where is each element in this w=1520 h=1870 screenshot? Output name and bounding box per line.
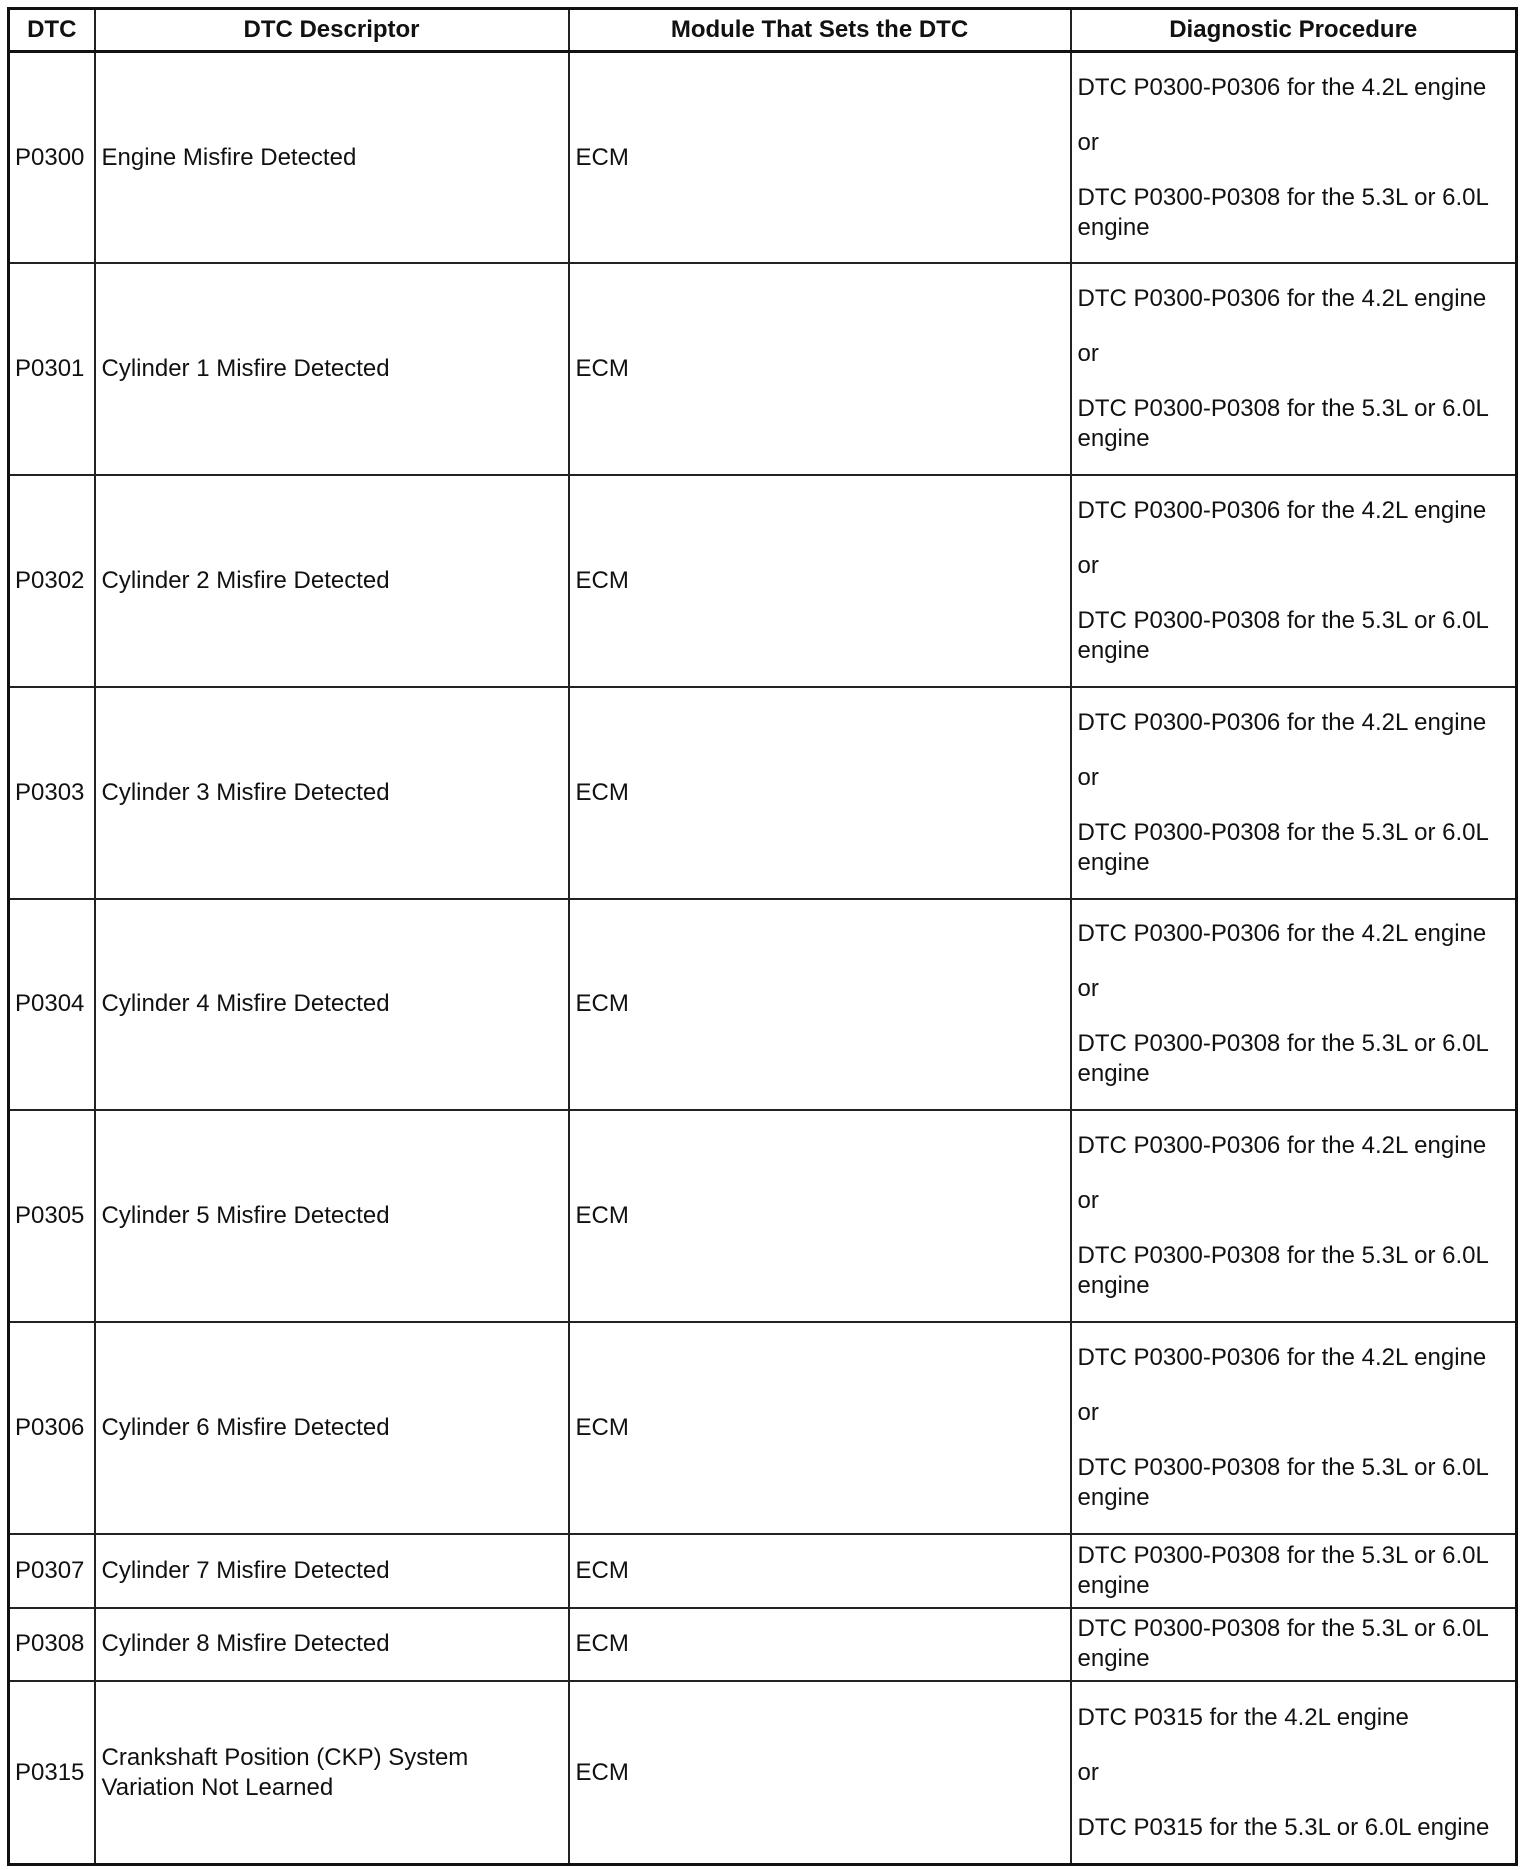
dtc-code-cell: P0307 xyxy=(9,1534,95,1608)
dtc-code-cell: P0308 xyxy=(9,1608,95,1682)
diagnostic-procedure-cell xyxy=(1071,1322,1517,1534)
procedure-link-text: DTC P0300-P0308 for the 5.3L or 6.0L engine xyxy=(1077,395,1488,453)
procedure-link-text: DTC P0300-P0308 for the 5.3L or 6.0L engine xyxy=(1077,1030,1488,1088)
diagnostic-procedure-cell xyxy=(1071,263,1517,475)
module-cell: ECM xyxy=(569,1322,1071,1534)
module-cell: ECM xyxy=(569,263,1071,475)
procedure-link-text: DTC P0300-P0306 for the 4.2L engine xyxy=(1077,920,1487,948)
dtc-descriptor-cell: Cylinder 7 Misfire Detected xyxy=(95,1534,569,1608)
header-descriptor: DTC Descriptor xyxy=(95,9,569,52)
diagnostic-procedure-cell xyxy=(1071,1534,1517,1608)
diagnostic-procedure-cell xyxy=(1071,899,1517,1111)
procedure-or-text: or xyxy=(1077,340,1099,368)
procedure-link-text: DTC P0315 for the 5.3L or 6.0L engine xyxy=(1077,1813,1490,1841)
module-cell: ECM xyxy=(569,1534,1071,1608)
procedure-link-text: DTC P0300-P0306 for the 4.2L engine xyxy=(1077,1343,1487,1371)
header-row xyxy=(9,9,1517,52)
diagnostic-procedure-cell xyxy=(1071,475,1517,687)
procedure-link-text: DTC P0300-P0308 for the 5.3L or 6.0L engine xyxy=(1077,606,1488,664)
table-row xyxy=(9,1110,1517,1322)
diagnostic-procedure-cell xyxy=(1071,52,1517,264)
procedure-link-text: DTC P0300-P0308 for the 5.3L or 6.0L engine xyxy=(1077,818,1488,876)
dtc-code-cell: P0303 xyxy=(9,687,95,899)
dtc-code-cell: P0305 xyxy=(9,1110,95,1322)
dtc-descriptor-cell: Crankshaft Position (CKP) System Variation Not Learned xyxy=(95,1681,569,1864)
procedure-link-text: DTC P0300-P0308 for the 5.3L or 6.0L engine xyxy=(1077,1615,1488,1673)
procedure-or-text: or xyxy=(1077,128,1099,156)
dtc-code-cell: P0315 xyxy=(9,1681,95,1864)
module-cell: ECM xyxy=(569,1110,1071,1322)
procedure-or-text: or xyxy=(1077,1187,1099,1215)
module-cell: ECM xyxy=(569,1681,1071,1864)
procedure-link-text: DTC P0300-P0306 for the 4.2L engine xyxy=(1077,496,1487,524)
procedure-link-text: DTC P0300-P0306 for the 4.2L engine xyxy=(1077,708,1487,736)
procedure-link-text: DTC P0300-P0306 for the 4.2L engine xyxy=(1077,73,1487,101)
table-row xyxy=(9,1608,1517,1682)
table-row xyxy=(9,899,1517,1111)
module-cell: ECM xyxy=(569,475,1071,687)
dtc-descriptor-cell: Cylinder 3 Misfire Detected xyxy=(95,687,569,899)
table-body xyxy=(9,52,1517,1865)
dtc-descriptor-cell: Cylinder 4 Misfire Detected xyxy=(95,899,569,1111)
procedure-link-text: DTC P0300-P0308 for the 5.3L or 6.0L engine xyxy=(1077,1453,1488,1511)
procedure-link-text: DTC P0300-P0308 for the 5.3L or 6.0L engine xyxy=(1077,1541,1488,1599)
procedure-link-text: DTC P0300-P0306 for the 4.2L engine xyxy=(1077,285,1487,313)
procedure-or-text: or xyxy=(1077,551,1099,579)
procedure-or-text: or xyxy=(1077,975,1099,1003)
dtc-descriptor-cell: Cylinder 6 Misfire Detected xyxy=(95,1322,569,1534)
dtc-descriptor-cell: Cylinder 8 Misfire Detected xyxy=(95,1608,569,1682)
module-cell: ECM xyxy=(569,52,1071,264)
dtc-code-cell: P0306 xyxy=(9,1322,95,1534)
module-cell: ECM xyxy=(569,687,1071,899)
dtc-code-cell: P0304 xyxy=(9,899,95,1111)
header-module: Module That Sets the DTC xyxy=(569,9,1071,52)
table-row xyxy=(9,1681,1517,1864)
table-row xyxy=(9,1534,1517,1608)
dtc-code-cell: P0301 xyxy=(9,263,95,475)
table-row xyxy=(9,687,1517,899)
procedure-link-text: DTC P0300-P0308 for the 5.3L or 6.0L engine xyxy=(1077,183,1488,241)
module-cell: ECM xyxy=(569,899,1071,1111)
table-row xyxy=(9,1322,1517,1534)
dtc-table xyxy=(7,7,1518,1866)
table-row xyxy=(9,263,1517,475)
table-row xyxy=(9,52,1517,264)
dtc-code-cell: P0300 xyxy=(9,52,95,264)
table-row xyxy=(9,475,1517,687)
diagnostic-procedure-cell xyxy=(1071,1608,1517,1682)
dtc-descriptor-cell: Cylinder 1 Misfire Detected xyxy=(95,263,569,475)
header-dtc: DTC xyxy=(9,9,95,52)
procedure-link-text: DTC P0315 for the 4.2L engine xyxy=(1077,1703,1409,1731)
procedure-link-text: DTC P0300-P0306 for the 4.2L engine xyxy=(1077,1132,1487,1160)
procedure-link-text: DTC P0300-P0308 for the 5.3L or 6.0L engine xyxy=(1077,1242,1488,1300)
procedure-or-text: or xyxy=(1077,1398,1099,1426)
procedure-or-text: or xyxy=(1077,1758,1099,1786)
diagnostic-procedure-cell xyxy=(1071,687,1517,899)
dtc-descriptor-cell: Cylinder 2 Misfire Detected xyxy=(95,475,569,687)
module-cell: ECM xyxy=(569,1608,1071,1682)
procedure-or-text: or xyxy=(1077,763,1099,791)
dtc-code-cell: P0302 xyxy=(9,475,95,687)
diagnostic-procedure-cell xyxy=(1071,1681,1517,1864)
dtc-descriptor-cell: Cylinder 5 Misfire Detected xyxy=(95,1110,569,1322)
header-procedure: Diagnostic Procedure xyxy=(1071,9,1517,52)
diagnostic-procedure-cell xyxy=(1071,1110,1517,1322)
dtc-descriptor-cell: Engine Misfire Detected xyxy=(95,52,569,264)
